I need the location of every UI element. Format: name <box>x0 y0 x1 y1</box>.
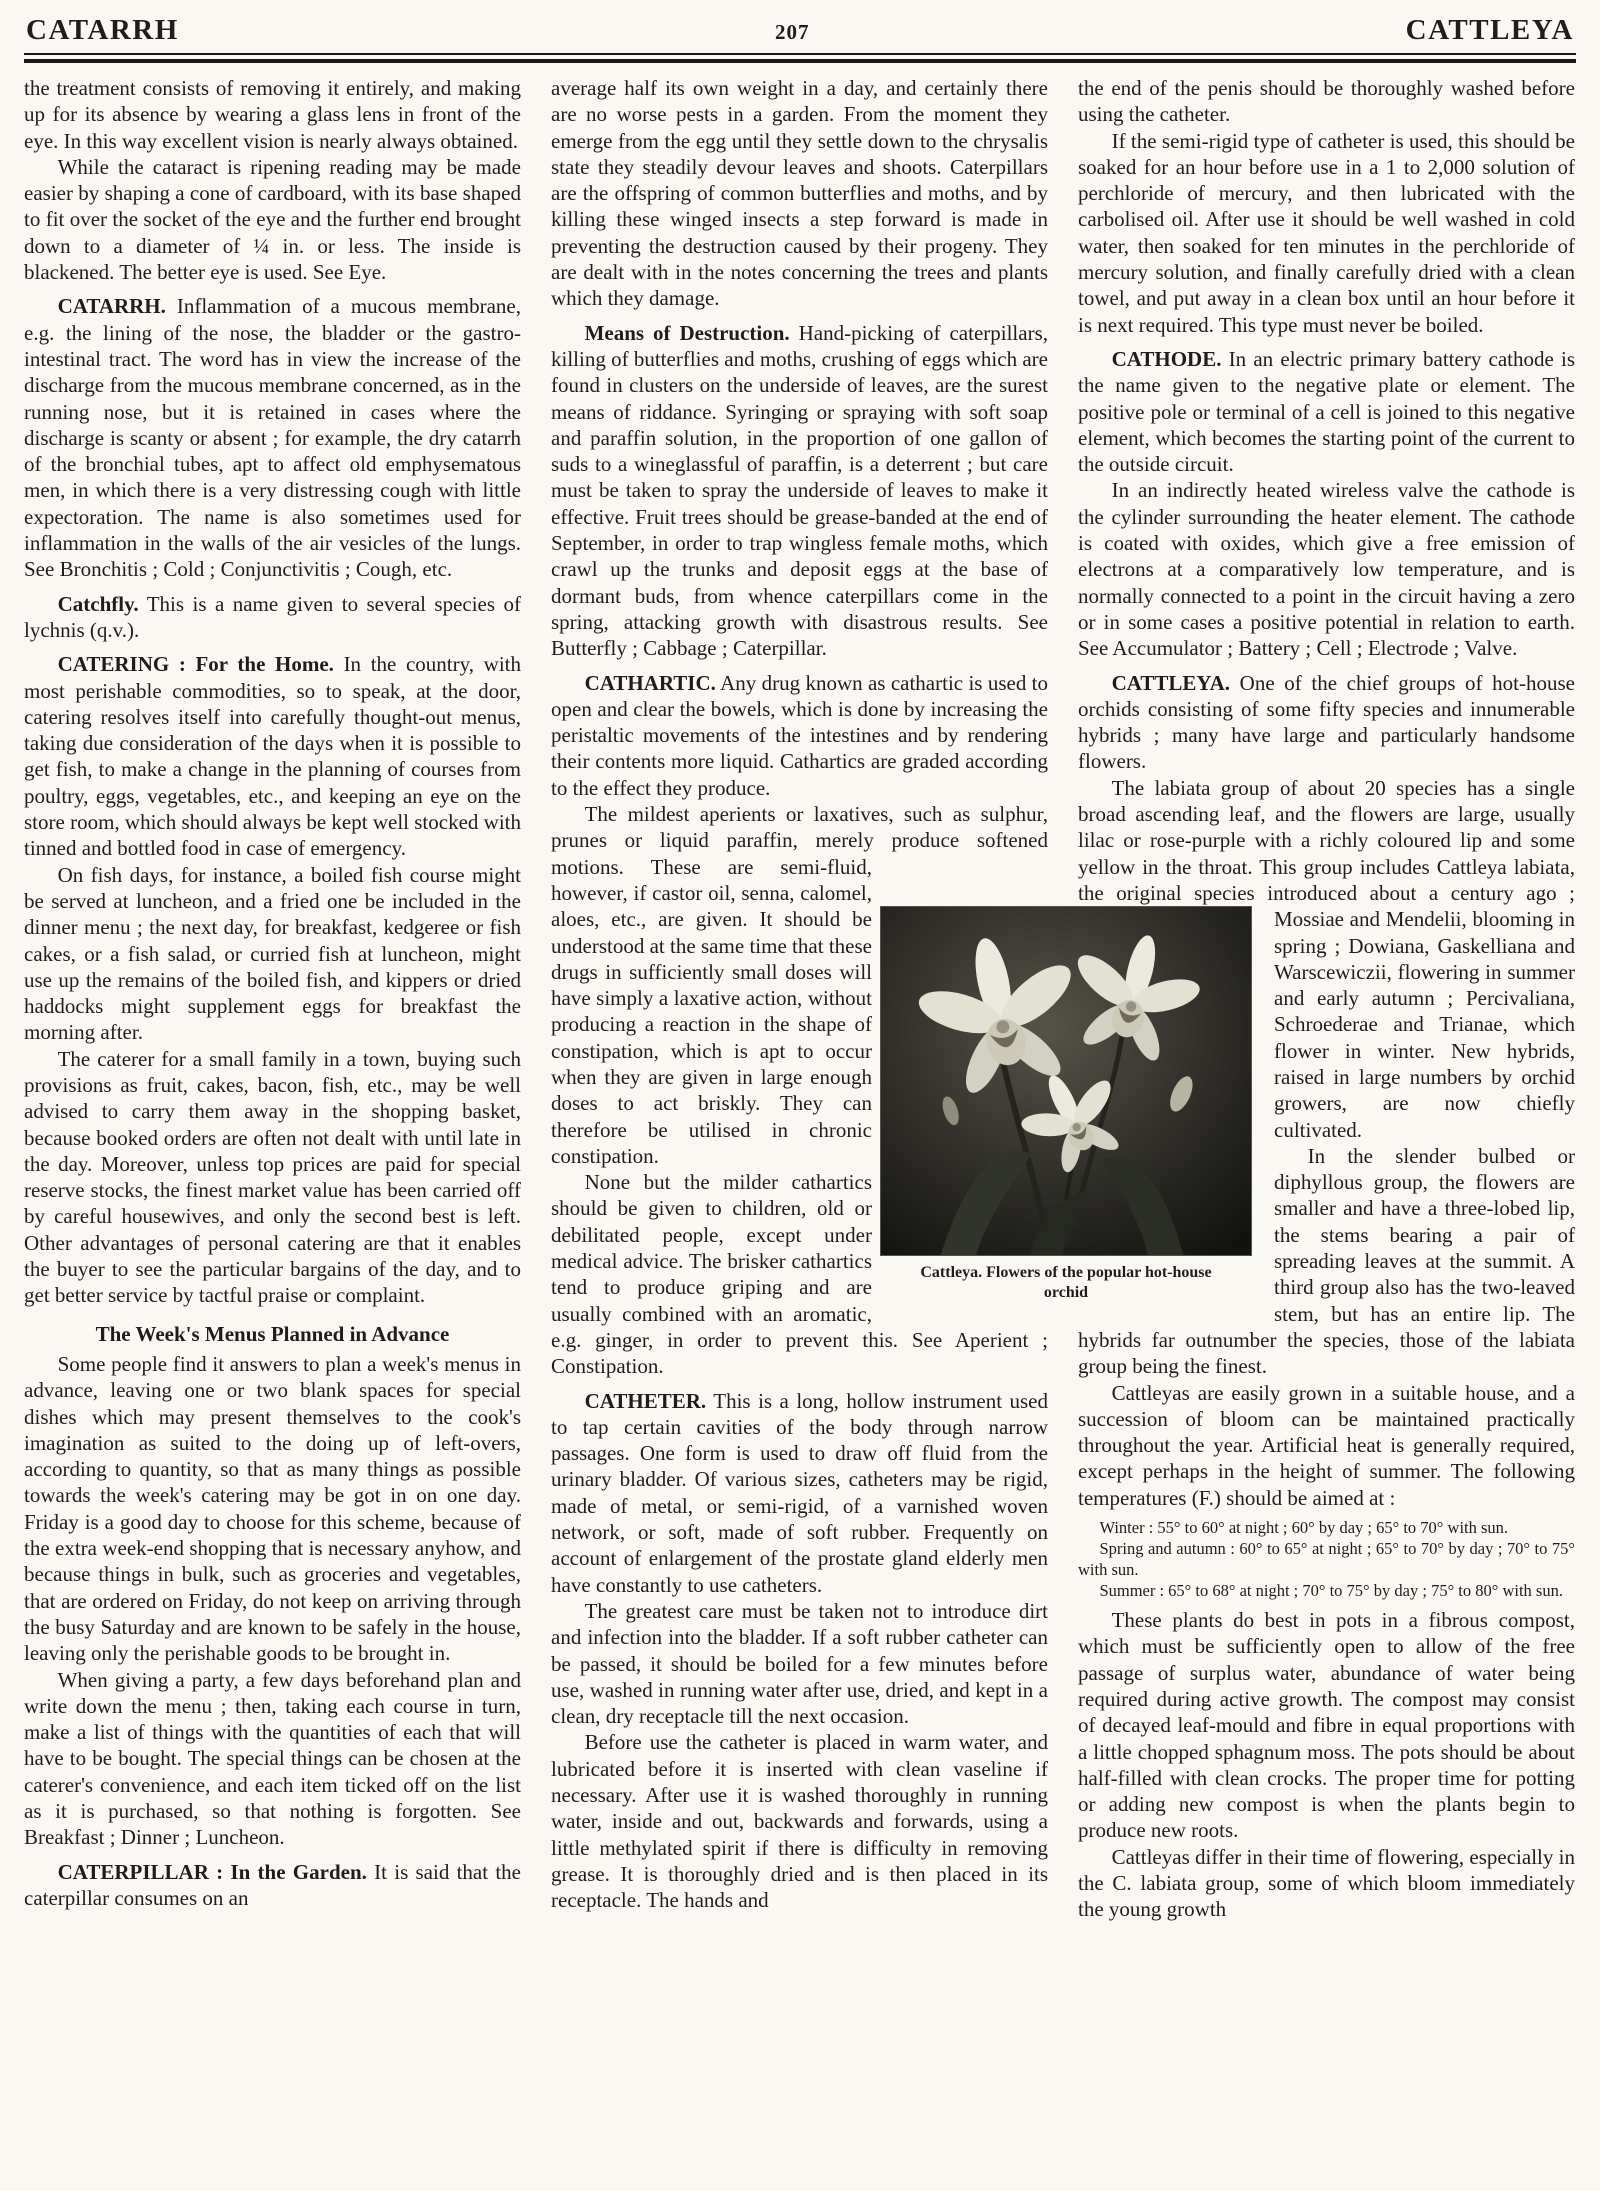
paragraph: In the slender bulbed or diphyllous group, the flowers are smaller and have a three-lobed lip, the stems bearing a pair of spreading leaves at the summit. A third group also has the two-leaved stem, but has an entire lip. The hybrids far outnumber the species, those of the labiata group being the finest. <box>1078 1143 1575 1379</box>
paragraph: None but the milder cathartics should be given to children, old or debilitated people, except under medical advice. The brisker cathartics tend to produce griping and are usually combined with an aromatic, e.g. ginger, in order to prevent this. See Aperient ; Constipation. <box>551 1170 1048 1379</box>
paragraph-continuation: the end of the penis should be thoroughly washed before using the catheter. <box>1078 76 1575 127</box>
entry-term: CATTLEYA. <box>1111 670 1231 695</box>
header-rule <box>24 53 1576 63</box>
entry-text: One of the chief groups of hot-house orchids consisting of some fifty species and innumerable hybrids ; many have large and particularly handsome flowers. <box>1078 670 1575 774</box>
entry-term: CATERPILLAR : In the Garden. <box>57 1859 367 1884</box>
entry-catchfly <box>24 591 521 644</box>
entry-cathode <box>1078 346 1575 477</box>
entry-text: Inflammation of a mucous membrane, e.g. the lining of the nose, the bladder or the gastro-intestinal tract. The word has in view the increase of the discharge from the mucous membrane concerned, as in the running nose, but it is retained in cases where the discharge is scanty or absent ; for example, the dry catarrh of the bronchial tubes, apt to affect old emphysematous men, in which there is a very distressing cough with little expectoration. The name is also sometimes used for inflammation in the walls of the air vesicles of the lungs. See Bronchitis ; Cold ; Conjunctivitis ; Cough, etc. <box>24 294 521 582</box>
entry-text: In the country, with most perishable commodities, so to speak, at the door, catering resolves itself into carefully thought-out menus, taking due consideration of the days when it is possible to get fish, to make a change in the planning of courses from poultry, eggs, vegetables, etc., and keeping an eye on the store room, which should always be kept well stocked with tinned and bottled food in case of emergency. <box>24 652 521 861</box>
paragraph-text: The labiata group of about 20 species has a single broad ascending leaf, and the flowers are large, usually lilac or rose-purple with a richly coloured lip and some yellow in the throat. This group includes Cattleya labiata, the original species introduced about a century <box>1078 775 1575 905</box>
paragraph: In an indirectly heated wireless valve the cathode is the cylinder surrounding the heater element. The cathode is coated with oxides, which give a free emission of electrons at a comparatively low temperature, and is normally connected to a point in the circuit having a zero or in some cases a positive potential in relation to earth. See Accumulator ; Battery ; Cell ; Electrode ; Valve. <box>1078 478 1575 661</box>
orchid-photo-art <box>881 907 1251 1255</box>
paragraph: When giving a party, a few days beforehand plan and write down the menu ; then, taking each course in turn, make a list of things with the quantities of each that will have to be bought. The special things can be chosen at the caterer's convenience, and each item ticked off on the list as it is purchased, so that nothing is forgotten. See Breakfast ; Dinner ; Luncheon. <box>24 1667 521 1850</box>
page-body <box>0 63 1600 1923</box>
entry-text: In an electric primary battery cathode is the name given to the negative plate or element. The positive pole or terminal of a cell is joined to this negative element, which becomes the starting point of the current to the outside circuit. <box>1078 346 1576 477</box>
entry-term: Means of Destruction. <box>584 320 790 345</box>
subheading-weeks-menus: The Week's Menus Planned in Advance <box>95 1321 450 1346</box>
paragraph: On fish days, for instance, a boiled fish course might be served at luncheon, and a fried one be included in the dinner menu ; the next day, for breakfast, kedgeree or fish cakes, or a fish salad, or curried fish at luncheon, might use up the remains of the boiled fish, and kippers or dried haddocks might supplement eggs for breakfast the morning after. <box>24 862 521 1045</box>
page-number: 207 <box>774 20 810 44</box>
entry-catering <box>24 651 521 861</box>
entry-caterpillar <box>24 1859 521 1912</box>
paragraph: Cattleyas differ in their time of flowering, especially in the C. labiata group, some of which bloom immediately the young growth <box>1078 1844 1575 1922</box>
entry-term: CATHODE. <box>1111 346 1222 371</box>
entry-means-of-destruction <box>551 320 1048 662</box>
entry-text: Any drug known as cathartic is used to open and clear the bowels, which is done by increasing the peristaltic movements of the intestines and by rendering their contents more liquid. Cathartics are graded according to the effect they produce. <box>551 670 1049 800</box>
entry-text: This is a name given to several species of lychnis (q.v.). <box>24 591 521 642</box>
temperature-guide <box>1078 1517 1575 1601</box>
entry-cathartic <box>551 670 1048 801</box>
paragraph: These plants do best in pots in a fibrous compost, which must be sufficiently open to allow of the free passage of surplus water, abundance of water being required during active growth. The compost may consist of decayed leaf-mould and fibre in equal proportions with a little chopped sphagnum moss. The pots should be about half-filled with clean crocks. The proper time for potting or adding new compost is when the plants begin to produce new roots. <box>1078 1608 1575 1843</box>
entry-term: CATERING : For the Home. <box>57 652 334 677</box>
photo-caption: Cattleya. Flowers of the popular hot-house orchid <box>920 1264 1212 1301</box>
entry-text: It is said that the caterpillar consumes on an <box>24 1859 522 1910</box>
entry-term: Catchfly. <box>57 591 139 616</box>
paragraph-text: ago ; Mossiae and Mendelii, blooming in spring ; Dowiana, Gaskelliana and Warscewiczii, flowering in summer and early autumn ; Percivaliana, Schroederae and Trianae, which flower in winter. New hybrids, raised in large numbers by orchid growers, are now chiefly cultivated. <box>1274 880 1575 1142</box>
entry-text: This is a long, hollow instrument used to tap certain cavities of the body through narrow passages. One form is used to draw off fluid from the urinary bladder. Of various sizes, catheters may be rigid, made of metal, or semi-rigid, of a varnished woven network, or soft, made of soft rubber. Frequently on account of enlargement of the prostate gland elderly men have constantly to use catheters. <box>551 1388 1049 1597</box>
figure <box>880 906 1252 1303</box>
entry-term: CATARRH. <box>57 294 166 319</box>
temperature-summer: Summer : 65° to 68° at night ; 70° to 75° by day ; 75° to 80° with sun. <box>1099 1581 1563 1601</box>
entry-term: CATHARTIC. <box>584 670 716 695</box>
temperature-spring-autumn: Spring and autumn : 60° to 65° at night ; 65° to 70° by day ; 70° to 75° with sun. <box>1078 1539 1575 1580</box>
paragraph-continuation: average half its own weight in a day, and certainly there are no worse pests in a garden. From the moment they emerge from the egg until they settle down to the chrysalis state they steadily devour leaves and shoots. Caterpillars are the offspring of common butterflies and moths, and by killing these winged insects a step forward is made in preventing the destruction caused by their progeny. They are dealt with in the notes concerning the trees and plants which they damage. <box>551 76 1048 311</box>
entry-text: Hand-picking of caterpillars, killing of butterflies and moths, crushing of eggs which are found in clusters on the underside of leaves, are the surest means of riddance. Syringing or spraying with soft soap and paraffin solution, in the proportion of one gallon of suds to a wineglassful of paraffin, is a deterrent ; but care must be taken to spray the underside of leaves to make it effective. Fruit trees should be grease-banded at the end of September, in order to trap wingless female moths, which crawl up the trunks and deposit eggs at the base of dormant buds, from whence caterpillars come in the spring, attacking growth with disastrous results. See Butterfly ; Cabbage ; Caterpillar. <box>551 320 1048 661</box>
paragraph: Cattleyas are easily grown in a suitable house, and a succession of bloom can be maintained practically throughout the year. Artificial heat is generally required, except perhaps in the height of summer. The following temperatures (F.) should be aimed at : <box>1078 1380 1575 1510</box>
entry-cattleya <box>1078 670 1575 775</box>
running-title-left: CATARRH <box>26 14 179 46</box>
paragraph: The greatest care must be taken not to introduce dirt and infection into the bladder. If a soft rubber catheter can be passed, it should be boiled for a few minutes before use, washed in running water after use, dried, and kept in a clean, dry receptacle till the next occasion. <box>551 1598 1048 1729</box>
paragraph: If the semi-rigid type of catheter is used, this should be soaked for an hour before use in a 1 to 2,000 solution of perchloride of mercury, and then lubricated with the carbolised oil. After use it should be well washed in cold water, then soaked for ten minutes in the perchloride of mercury solution, and finally carefully dried with a clean towel, and put away in a clean box until an hour before it is next required. This type must never be boiled. <box>1078 128 1575 337</box>
entry-term: CATHETER. <box>584 1388 707 1413</box>
entry-catheter <box>551 1388 1048 1598</box>
paragraph: Before use the catheter is placed in warm water, and lubricated before it is inserted with clean vaseline if necessary. After use it is washed thoroughly in running water, inside and out, backwards and forwards, using a little methylated spirit if there is difficulty in removing grease. It is thoroughly dried and is then placed in its receptacle. The hands and <box>551 1730 1048 1913</box>
entry-catarrh <box>24 293 521 582</box>
paragraph-text: The mildest aperients or laxatives, such as sulphur, prunes or liquid paraffin, merely produce <box>551 802 1048 853</box>
paragraph: The caterer for a small family in a town, buying such provisions as fruit, cakes, bacon, fish, etc., may be well advised to carry them away in the shopping basket, because booked orders are often not dealt with until late in the day. Moreover, unless top prices are paid for special reserve stocks, the finest market value has been carried off by careful housewives, and only the second best is left. Other advantages of personal catering are that it enables the buyer to see the particular bargains of the day, and to get better service by tactful praise or complaint. <box>24 1046 521 1308</box>
orchid-photo <box>880 906 1252 1256</box>
paragraph-text: softened motions. These are semi-fluid, however, if castor oil, senna, calomel, aloes, etc., are given. It should be understood at the same time that these drugs in sufficiently small doses will have simply a laxative action, without producing a reaction in the shape of constipation, which is apt to occur when they are given in large enough doses to act briskly. They can therefore be utilised in chronic constipation. <box>551 828 1049 1168</box>
paragraph: While the cataract is ripening reading may be made easier by shaping a cone of cardboard, with its base shaped to fit over the socket of the eye and the further end brought down to a diameter of ¼ in. or less. The inside is blackened. The better eye is used. See Eye. <box>24 154 521 285</box>
paragraph-continuation: the treatment consists of removing it entirely, and making up for its absence by wearing a glass lens in front of the eye. In this way excellent vision is nearly always obtained. <box>24 76 521 153</box>
temperature-winter: Winter : 55° to 60° at night ; 60° by day ; 65° to 70° with sun. <box>1099 1518 1509 1538</box>
paragraph: Some people find it answers to plan a week's menus in advance, leaving one or two blank spaces for special dishes which may present themselves to the cook's imagination as suited to the doing up of left-overs, according to quantity, so that as many things as possible towards the week's catering may be got in on one day. Friday is a good day to choose for this scheme, because of the extra week-end shopping that is necessary anyhow, and because things in bulk, such as groceries and vegetables, that are ordered on Friday, do not keep on arriving through the busy Saturday and are known to be safely in the house, leaving only the perishable goods to be brought in. <box>24 1351 521 1666</box>
page-header <box>0 0 1600 52</box>
running-title-right: CATTLEYA <box>1405 14 1574 46</box>
column-1 <box>24 75 521 1923</box>
